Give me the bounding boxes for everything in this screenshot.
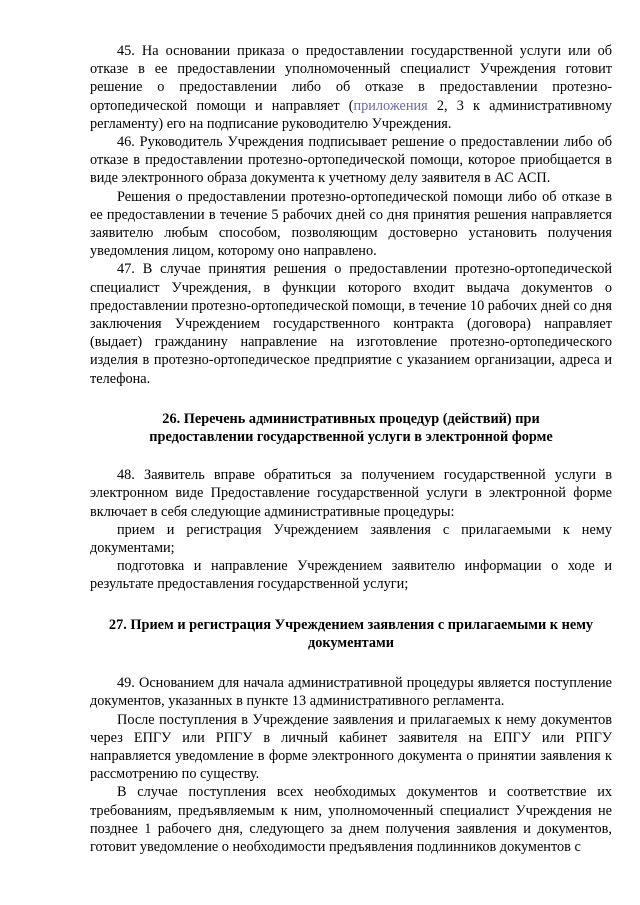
section-27-heading-line2: документами — [307, 634, 395, 651]
paragraph-49-notification: После поступления в Учреждение заявления и прилагаемых к нему документов через ЕПГУ или РПГУ в личный кабинет заявителя на ЕПГУ или РПГУ направляется уведомление в форме электронного документа о принятии заявления к рассмотрению по существу. — [90, 711, 612, 783]
document-page — [90, 42, 612, 856]
paragraph-49: 49. Основанием для начала административной процедуры является поступление документов, указанных в пункте 13 административного регламента. — [90, 675, 612, 710]
section-26-heading-line2: предоставлении государственной услуги в электронной форме — [149, 429, 553, 446]
procedure-item-information: подготовка и направление Учреждением заявителю информации о ходе и результате предоставления государственной услуги; — [90, 558, 612, 593]
paragraph-46-decisions: Решения о предоставлении протезно-ортопедической помощи либо об отказе в ее предоставлении в течение 5 рабочих дней со дня принятия решения направляется заявителю любым способом, позволяющим достоверно установить получения уведомления лицом, которому оно направлено. — [90, 188, 612, 260]
section-26-heading-line1: 26. Перечень административных процедур (действий) при — [162, 410, 540, 427]
paragraph-46: 46. Руководитель Учреждения подписывает решение о предоставлении либо об отказе в предоставлении протезно-ортопедической помощи, которое приобщается в виде электронного образа документа к учетному делу заявителя в АС АСП. — [90, 134, 612, 187]
paragraph-45 — [90, 42, 612, 133]
paragraph-47: 47. В случае принятия решения о предоставлении протезно-ортопедической специалист Учреждения, в функции которого входит выдача документов о предоставлении протезно-ортопедической помощи, в течение 10 рабочих дней со дня заключения Учреждением государственного контракта (договора) направляет (выдает) гражданину направление на изготовление протезно-ортопедического изделия в протезно-ортопедическое предприятие с указанием организации, адреса и телефона. — [90, 261, 612, 387]
paragraph-45-end: 2, 3 к административному регламенту) его на подписание руководителю Учреждения. — [90, 97, 613, 132]
paragraph-48: 48. Заявитель вправе обратиться за получением государственной услуги в электронном виде Предоставление государственной услуги в электронной форме включает в себя следующие административные процедуры: — [90, 467, 612, 520]
paragraph-45-start: 45. На основании приказа о предоставлении государственной услуги или об отказе в ее предоставлении уполномоченный специалист Учреждения готовит решение о предоставлении либо об отказе в предоставлении протезно-ортопедической помощи и направляет ( — [90, 43, 612, 114]
paragraph-49-originals: В случае поступления всех необходимых документов и соответствие их требованиям, предъявляемым к ним, уполномоченный специалист Учреждения не позднее 1 рабочего дня, следующего за днем получения заявления и документов, готовит уведомление о необходимости предъявления подлинников документов с — [90, 784, 612, 855]
section-27-heading-line1: 27. Прием и регистрация Учреждением заявления с прилагаемыми к нему — [108, 616, 594, 633]
procedure-item-reception: прием и регистрация Учреждением заявления с прилагаемыми к нему документами; — [90, 521, 612, 557]
appendix-link[interactable]: приложения — [353, 97, 428, 114]
